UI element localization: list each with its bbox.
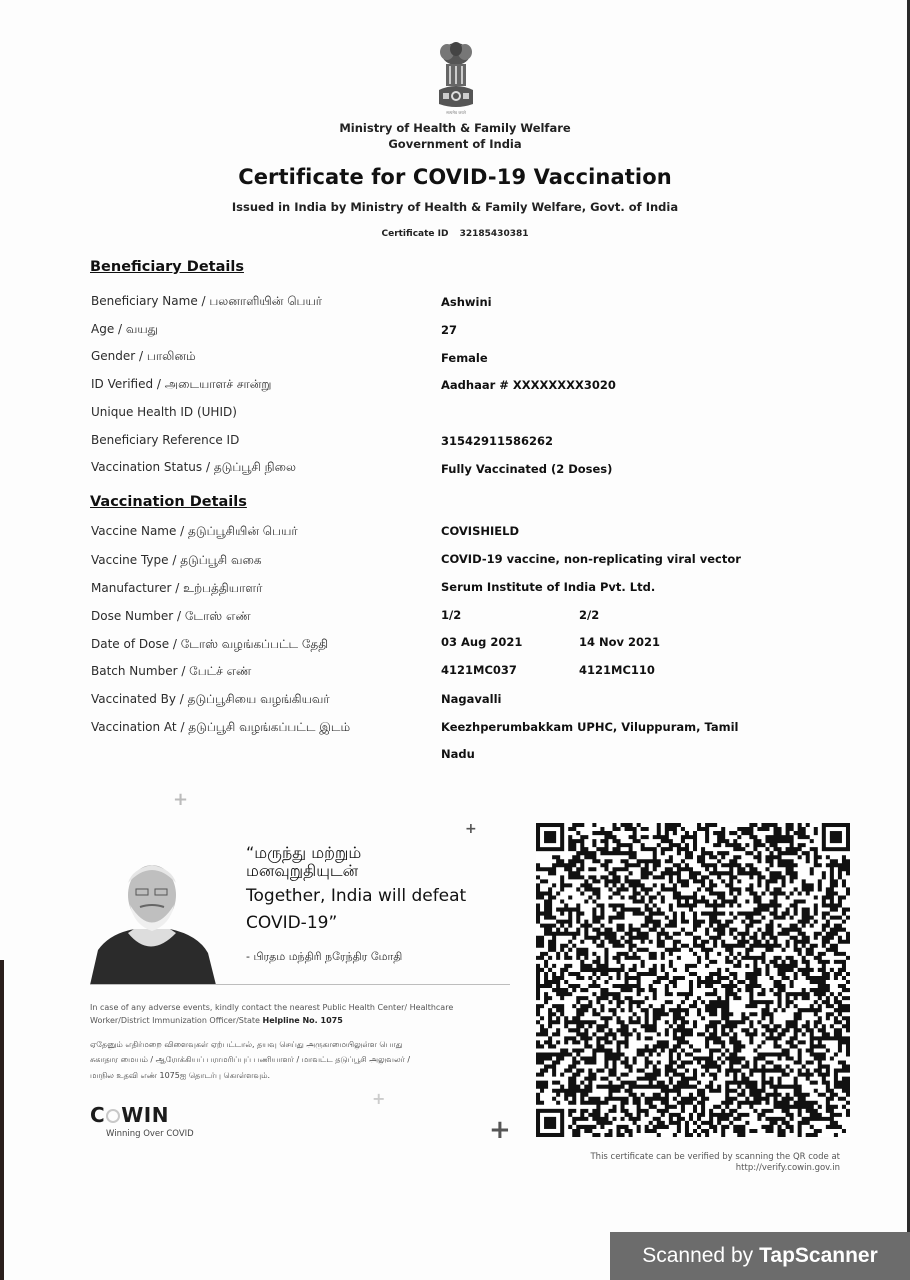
vaccinated-by-value: Nagavalli	[441, 692, 502, 706]
notice-tamil-line-2: சுகாதார மையம் / ஆரோக்கியப் பராமரிப்புப் பணியாளர் / மாவட்ட தடுப்பூசி அலுவலர் /	[90, 1055, 411, 1064]
plus-mark-icon: +	[372, 1089, 386, 1108]
date-of-dose-value-2: 14 Nov 2021	[579, 635, 661, 649]
age-label: Age / வயது	[91, 322, 159, 336]
page-subtitle: Issued in India by Ministry of Health & Family Welfare, Govt. of India	[231, 200, 679, 214]
cowin-logo-circle-icon	[106, 1109, 120, 1123]
vaccination-at-value-continued: Nadu	[441, 747, 475, 761]
quote-attribution: - பிரதம மந்திரி நரேந்திர மோதி	[246, 950, 403, 963]
quote-line-3: Together, India will defeat	[246, 886, 467, 906]
vaccine-name-value: COVISHIELD	[441, 524, 520, 538]
beneficiary-name-label: Beneficiary Name / பலனாளியின் பெயர்	[91, 294, 323, 308]
plus-mark-icon: +	[465, 821, 477, 837]
batch-number-value-1: 4121MC037	[441, 663, 517, 677]
quote-line-4: COVID-19”	[246, 913, 338, 933]
beneficiary-name-value: Ashwini	[441, 295, 492, 309]
vaccination-status-label: Vaccination Status / தடுப்பூசி நிலை	[91, 460, 296, 474]
gender-label: Gender / பாலினம்	[91, 349, 196, 363]
page-title: Certificate for COVID-19 Vaccination	[238, 165, 672, 189]
watermark-prefix: Scanned by	[642, 1244, 754, 1267]
portrait-image	[90, 855, 216, 985]
beneficiary-reference-id-value: 31542911586262	[441, 434, 554, 448]
batch-number-label: Batch Number / பேட்ச் எண்	[91, 664, 252, 678]
certificate-id	[0, 229, 910, 239]
ministry-name: Ministry of Health & Family Welfare	[339, 121, 571, 135]
quote-line-1: “மருந்து மற்றும்	[246, 843, 362, 862]
dose-number-label: Dose Number / டோஸ் எண்	[91, 609, 251, 623]
notice-tamil-line-3: மாநில உதவி எண் 1075ஐ தொடர்பு கொள்ளவும்.	[90, 1071, 271, 1080]
age-value: 27	[441, 323, 458, 337]
cowin-tagline: Winning Over COVID	[106, 1129, 194, 1139]
cowin-logo	[90, 1103, 169, 1127]
divider	[90, 984, 510, 985]
beneficiary-reference-id-label: Beneficiary Reference ID	[91, 433, 240, 447]
certificate-id-label: Certificate ID	[381, 229, 449, 239]
gender-value: Female	[441, 351, 488, 365]
verification-url: http://verify.cowin.gov.in	[735, 1163, 840, 1173]
batch-number-value-2: 4121MC110	[579, 663, 655, 677]
helpline-number: Helpline No. 1075	[262, 1016, 343, 1025]
vaccination-status-value: Fully Vaccinated (2 Doses)	[441, 462, 613, 476]
notice-text: In case of any adverse events, kindly contact the nearest Public Health Center/ Healthcare Worker/District Immunization Officer/State	[90, 1003, 454, 1025]
vaccine-type-label: Vaccine Type / தடுப்பூசி வகை	[91, 553, 262, 567]
id-verified-label: ID Verified / அடையாளச் சான்று	[91, 377, 272, 391]
scan-edge-left	[0, 960, 4, 1280]
uhid-label: Unique Health ID (UHID)	[91, 405, 237, 419]
adverse-events-notice	[90, 1001, 510, 1027]
qr-code	[536, 823, 850, 1137]
manufacturer-value: Serum Institute of India Pvt. Ltd.	[441, 580, 656, 594]
vaccination-at-value: Keezhperumbakkam UPHC, Viluppuram, Tamil	[441, 720, 739, 734]
beneficiary-details-heading: Beneficiary Details	[90, 259, 244, 275]
vaccination-at-label: Vaccination At / தடுப்பூசி வழங்கப்பட்ட இடம்	[91, 720, 351, 734]
manufacturer-label: Manufacturer / உற்பத்தியாளர்	[91, 581, 263, 595]
scanner-watermark	[610, 1232, 910, 1280]
notice-tamil-line-1: ஏதேனும் எதிர்மறை விளைவுகள் ஏற்பட்டால், தயவு செய்து அருகாமையிலுள்ள பொது	[90, 1040, 403, 1049]
emblem-caption: सत्यमेव जयते	[446, 110, 466, 115]
vaccinated-by-label: Vaccinated By / தடுப்பூசியை வழங்கியவர்	[91, 692, 330, 706]
date-of-dose-value-1: 03 Aug 2021	[441, 635, 523, 649]
plus-mark-icon: +	[173, 789, 189, 810]
plus-mark-icon: +	[489, 1115, 511, 1145]
dose-number-value-1: 1/2	[441, 608, 462, 622]
national-emblem-icon	[433, 40, 479, 110]
government-name: Government of India	[388, 137, 522, 151]
cowin-logo-c: C	[90, 1103, 106, 1127]
vaccine-type-value: COVID-19 vaccine, non-replicating viral vector	[441, 552, 741, 566]
dose-number-value-2: 2/2	[579, 608, 600, 622]
cowin-logo-win: WIN	[121, 1103, 169, 1127]
certificate-id-value: 32185430381	[459, 229, 529, 239]
vaccination-details-heading: Vaccination Details	[90, 494, 247, 510]
vaccine-name-label: Vaccine Name / தடுப்பூசியின் பெயர்	[91, 524, 298, 538]
verification-note	[590, 1152, 840, 1174]
watermark-brand: TapScanner	[759, 1244, 878, 1267]
id-verified-value: Aadhaar # XXXXXXXX3020	[441, 378, 616, 392]
quote-line-2: மனவுறுதியுடன்	[246, 861, 359, 880]
date-of-dose-label: Date of Dose / டோஸ் வழங்கப்பட்ட தேதி	[91, 637, 329, 651]
verification-text: This certificate can be verified by scanning the QR code at	[590, 1152, 840, 1162]
